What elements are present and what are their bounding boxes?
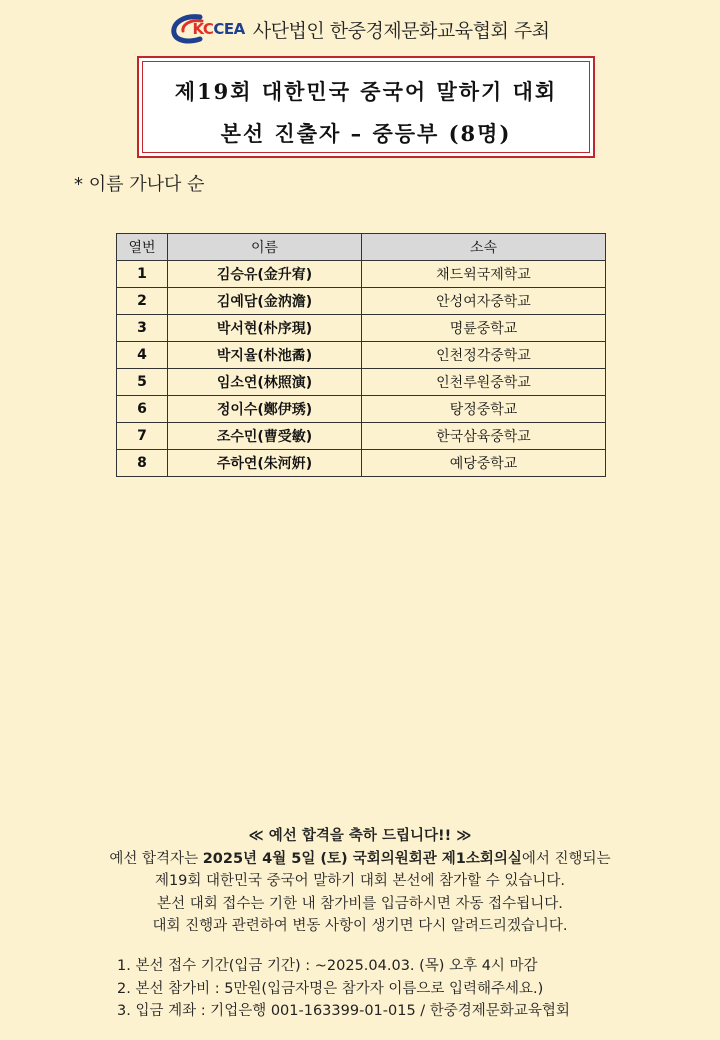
row-number: 7 — [117, 423, 168, 450]
row-school: 명륜중학교 — [362, 315, 606, 342]
row-number: 3 — [117, 315, 168, 342]
info-item-period: 1. 본선 접수 기간(입금 기간) : ~2025.04.03. (목) 오후 4시 마감 — [117, 958, 538, 974]
sort-note: * 이름 가나다 순 — [74, 174, 205, 195]
title-box — [137, 56, 595, 158]
row-school: 안성여자중학교 — [362, 288, 606, 315]
row-school: 인천루원중학교 — [362, 369, 606, 396]
row-number: 5 — [117, 369, 168, 396]
title-line-2: 본선 진출자 – 중등부 (8명) — [220, 121, 512, 146]
info-list — [117, 955, 570, 1023]
row-school: 한국삼육중학교 — [362, 423, 606, 450]
table-row — [117, 396, 606, 423]
header — [0, 12, 720, 46]
footer-line-1: 예선 합격자는 2025년 4월 5일 (토) 국회의원회관 제1소회의실에서 진행되는 — [109, 850, 611, 867]
row-name: 박서현(朴序現) — [168, 315, 362, 342]
title-line-1: 제19회 대한민국 중국어 말하기 대회 — [174, 79, 558, 104]
column-header-number: 열번 — [117, 234, 168, 261]
kocea-logo — [170, 13, 244, 45]
event-date-venue: 2025년 4월 5일 (토) 국회의원회관 제1소회의실 — [202, 850, 522, 867]
footer-line-2: 제19회 대한민국 중국어 말하기 대회 본선에 참가할 수 있습니다. — [154, 873, 566, 889]
table-row — [117, 342, 606, 369]
row-name: 김승유(金升宥) — [168, 261, 362, 288]
row-name: 박지율(朴池矞) — [168, 342, 362, 369]
footer-line-3: 본선 대회 접수는 기한 내 참가비를 입금하시면 자동 접수됩니다. — [157, 895, 563, 912]
table-row — [117, 369, 606, 396]
row-number: 4 — [117, 342, 168, 369]
logo-text: KCCEA — [192, 20, 245, 38]
info-item-account: 3. 입금 계좌 : 기업은행 001-163399-01-015 / 한중경제문화교육협회 — [117, 1003, 570, 1019]
row-name: 임소연(林照演) — [168, 369, 362, 396]
row-number: 2 — [117, 288, 168, 315]
table-row — [117, 423, 606, 450]
row-school: 채드윅국제학교 — [362, 261, 606, 288]
row-school: 인천정각중학교 — [362, 342, 606, 369]
congrats-heading: ≪ 예선 합격을 축하 드립니다!! ≫ — [248, 828, 472, 844]
footer-message — [0, 825, 720, 938]
row-name: 조수민(曹受敏) — [168, 423, 362, 450]
table-row — [117, 315, 606, 342]
table-row — [117, 450, 606, 477]
footer-line-4: 대회 진행과 관련하여 변동 사항이 생기면 다시 알려드리겠습니다. — [152, 918, 568, 934]
row-school: 예당중학교 — [362, 450, 606, 477]
host-text: 사단법인 한중경제문화교육협회 주최 — [252, 19, 550, 42]
row-number: 1 — [117, 261, 168, 288]
row-name: 주하연(朱河姸) — [168, 450, 362, 477]
finalist-table — [116, 233, 606, 477]
info-item-fee: 2. 본선 참가비 : 5만원(입금자명은 참가자 이름으로 입력해주세요.) — [117, 980, 544, 997]
row-name: 정이수(鄭伊琇) — [168, 396, 362, 423]
table-row — [117, 261, 606, 288]
row-school: 탕정중학교 — [362, 396, 606, 423]
table-row — [117, 288, 606, 315]
column-header-name: 이름 — [168, 234, 362, 261]
row-number: 8 — [117, 450, 168, 477]
row-name: 김예담(金汭澹) — [168, 288, 362, 315]
row-number: 6 — [117, 396, 168, 423]
table-header-row — [117, 234, 606, 261]
column-header-school: 소속 — [362, 234, 606, 261]
